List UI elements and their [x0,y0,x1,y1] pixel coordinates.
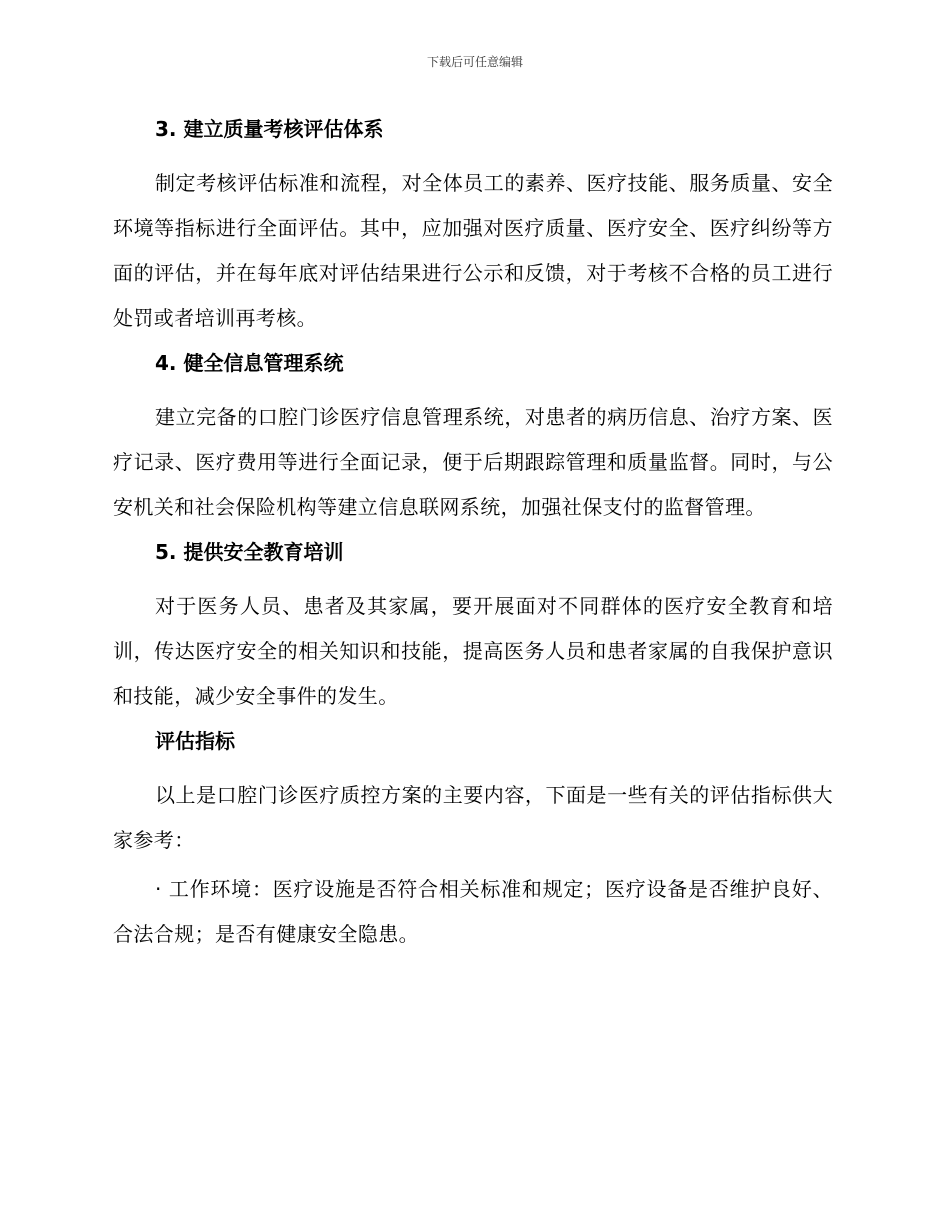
section-paragraph: 对于医务人员、患者及其家属，要开展面对不同群体的医疗安全教育和培训，传达医疗安全的相关知识和技能，提高医务人员和患者家属的自我保护意识和技能，减少安全事件的发生。 [113,594,833,708]
document-body [113,111,833,957]
bullet-paragraph: · 工作环境：医疗设施是否符合相关标准和规定；医疗设备是否维护良好、合法合规；是否有健康安全隐患。 [113,877,833,946]
page-header-note: 下载后可任意编辑 [426,55,523,69]
section-paragraph: 制定考核评估标准和流程，对全体员工的素养、医疗技能、服务质量、安全环境等指标进行全面评估。其中，应加强对医疗质量、医疗安全、医疗纠纷等方面的评估，并在每年底对评估结果进行公示和反馈，对于考核不合格的员工进行处罚或者培训再考核。 [113,171,833,330]
section-heading: 评估指标 [155,729,235,753]
section-heading: 5. 提供安全教育培训 [155,540,344,564]
section-heading: 3. 建立质量考核评估体系 [155,117,384,141]
section-heading: 4. 健全信息管理系统 [155,351,344,375]
section-paragraph: 以上是口腔门诊医疗质控方案的主要内容，下面是一些有关的评估指标供大家参考： [113,783,833,852]
section-paragraph: 建立完备的口腔门诊医疗信息管理系统，对患者的病历信息、治疗方案、医疗记录、医疗费用等进行全面记录，便于后期跟踪管理和质量监督。同时，与公安机关和社会保险机构等建立信息联网系统，加强社保支付的监督管理。 [113,405,833,519]
